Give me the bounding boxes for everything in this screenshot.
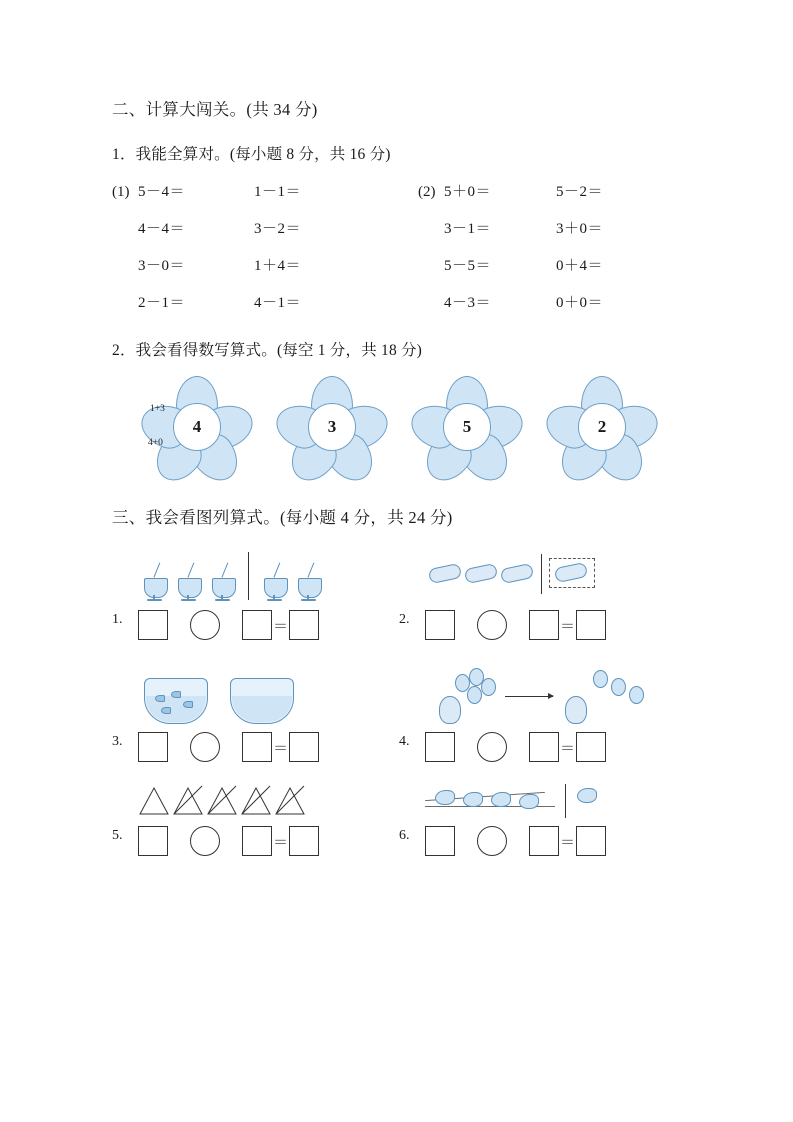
answer-box[interactable] (576, 732, 606, 762)
picture-problem (112, 666, 399, 764)
operator-circle[interactable] (190, 826, 220, 856)
juice-cups-illustration (138, 550, 399, 602)
group-tag-1: (1) (112, 184, 130, 200)
equation: 5＋0＝ (444, 184, 492, 200)
equals-sign: ＝ (560, 618, 576, 635)
operator-circle[interactable] (190, 732, 220, 762)
calc-row (112, 291, 687, 312)
flower-center-number: 3 (308, 403, 356, 451)
arithmetic-grid (112, 180, 687, 312)
equation: 5－5＝ (444, 258, 492, 274)
item-number: 6. (399, 828, 410, 843)
calc-row (112, 180, 687, 201)
petal-equation: 1+3 (150, 404, 165, 414)
equation: 3＋0＝ (556, 221, 604, 237)
group-tag-2: (2) (418, 184, 436, 200)
equation: 3－0＝ (138, 258, 186, 274)
answer-boxes (138, 824, 399, 858)
operator-circle[interactable] (190, 610, 220, 640)
peanuts-illustration (425, 550, 686, 602)
item-number: 4. (399, 734, 410, 749)
equation: 3－2＝ (254, 221, 302, 237)
penguin-balloons-illustration (425, 666, 686, 724)
equals-sign: ＝ (560, 740, 576, 757)
answer-box[interactable] (529, 610, 559, 640)
picture-problem-grid (112, 550, 687, 864)
equation: 3－1＝ (444, 221, 492, 237)
page-content (112, 96, 687, 864)
answer-box[interactable] (138, 610, 168, 640)
flower-center-number: 4 (173, 403, 221, 451)
section-title-two: 二、计算大闯关。(共 34 分) (112, 100, 318, 119)
equals-sign: ＝ (273, 834, 289, 851)
flower-diagram (142, 376, 250, 474)
fish-bowls-illustration (138, 666, 399, 724)
operator-circle[interactable] (477, 610, 507, 640)
equation: 5－2＝ (556, 184, 604, 200)
answer-box[interactable] (242, 732, 272, 762)
operator-circle[interactable] (477, 826, 507, 856)
item-number: 3. (112, 734, 123, 749)
equation: 4－3＝ (444, 295, 492, 311)
flower-row (142, 376, 687, 474)
answer-box[interactable] (576, 610, 606, 640)
petal-equation: 4+0 (148, 438, 163, 448)
picture-problem (399, 784, 686, 858)
answer-box[interactable] (138, 826, 168, 856)
answer-box[interactable] (529, 732, 559, 762)
picture-problem (112, 784, 399, 858)
picture-problem (112, 550, 399, 642)
answer-boxes (138, 608, 399, 642)
item-number: 1. (112, 612, 123, 627)
item-number: 2. (399, 612, 410, 627)
calc-row (112, 254, 687, 275)
equation: 1＋4＝ (254, 258, 302, 274)
equation: 4－4＝ (138, 221, 186, 237)
answer-box[interactable] (289, 610, 319, 640)
answer-box[interactable] (289, 732, 319, 762)
answer-box[interactable] (425, 610, 455, 640)
section-title-three: 三、我会看图列算式。(每小题 4 分，共 24 分) (112, 508, 453, 527)
equation: 5－4＝ (138, 184, 186, 200)
problem-2-heading: 2．我会看得数写算式。(每空 1 分，共 18 分) (112, 342, 423, 359)
answer-box[interactable] (529, 826, 559, 856)
flower-diagram (412, 376, 520, 474)
answer-boxes (425, 730, 686, 764)
answer-box[interactable] (576, 826, 606, 856)
triangles-illustration (138, 784, 399, 818)
equals-sign: ＝ (273, 740, 289, 757)
equation: 1－1＝ (254, 184, 302, 200)
answer-box[interactable] (138, 732, 168, 762)
answer-boxes (138, 730, 399, 764)
equals-sign: ＝ (273, 618, 289, 635)
equation: 2－1＝ (138, 295, 186, 311)
problem-1-heading: 1．我能全算对。(每小题 8 分，共 16 分) (112, 146, 391, 163)
item-number: 5. (112, 828, 123, 843)
flower-diagram (277, 376, 385, 474)
flower-diagram (547, 376, 655, 474)
flower-center-number: 2 (578, 403, 626, 451)
picture-problem (399, 666, 686, 764)
answer-box[interactable] (242, 610, 272, 640)
picture-problem (399, 550, 686, 642)
answer-box[interactable] (425, 826, 455, 856)
answer-box[interactable] (425, 732, 455, 762)
calc-row (112, 217, 687, 238)
answer-boxes (425, 608, 686, 642)
birds-on-wire-illustration (425, 784, 686, 818)
triangle-shapes (138, 784, 358, 818)
answer-box[interactable] (242, 826, 272, 856)
flower-center-number: 5 (443, 403, 491, 451)
equation: 0＋0＝ (556, 295, 604, 311)
equation: 4－1＝ (254, 295, 302, 311)
answer-boxes (425, 824, 686, 858)
answer-box[interactable] (289, 826, 319, 856)
operator-circle[interactable] (477, 732, 507, 762)
equals-sign: ＝ (560, 834, 576, 851)
equation: 0＋4＝ (556, 258, 604, 274)
